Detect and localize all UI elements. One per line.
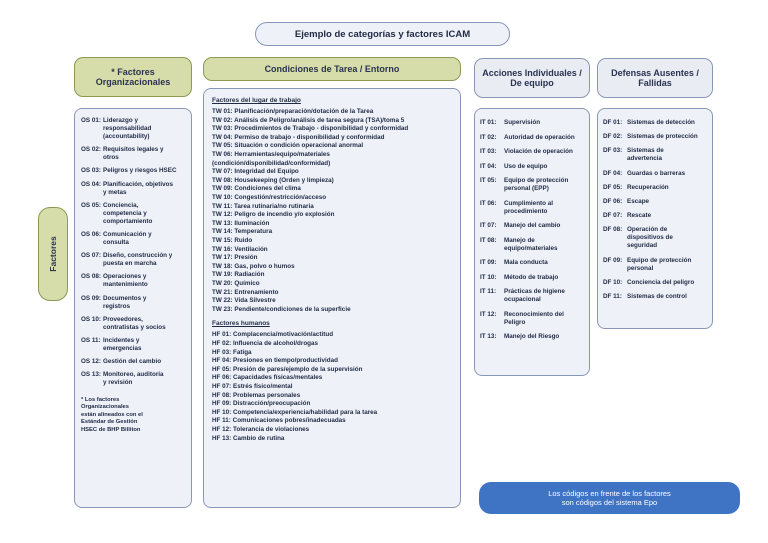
df-box	[597, 108, 713, 329]
it-item-text	[504, 177, 585, 193]
it-item-code: IT 05:	[480, 177, 497, 184]
df-item-line: Sistemas de control	[627, 293, 687, 300]
df-item-line: Conciencia del peligro	[627, 278, 695, 286]
os-item-line: registros	[103, 302, 130, 310]
os-item-text	[103, 167, 187, 175]
df-item-text	[627, 257, 708, 273]
os-item-text	[103, 295, 187, 311]
df-item	[603, 184, 708, 192]
os-item	[81, 295, 187, 311]
os-item	[81, 231, 187, 247]
tw-factor-line: TW 20: Químico	[212, 280, 260, 287]
df-item-line: advertencia	[627, 155, 663, 163]
os-item-code: OS 09:	[81, 294, 101, 302]
df-item-code: DF 07:	[603, 212, 623, 220]
it-item-code: IT 03:	[480, 148, 497, 155]
df-item-line: personal	[627, 264, 654, 272]
os-item	[81, 181, 187, 197]
it-item-line: Uso de equipo	[504, 162, 548, 170]
it-item	[480, 288, 585, 304]
df-item-code: DF 02:	[603, 133, 623, 141]
df-item	[603, 119, 708, 127]
it-item-line: equipo/materiales	[504, 244, 558, 252]
it-item-code: IT 01:	[480, 119, 497, 126]
it-item-text	[504, 163, 585, 171]
df-item-code: DF 01:	[603, 119, 623, 126]
df-item-code: DF 06:	[603, 198, 623, 205]
it-item-code: IT 10:	[480, 273, 497, 281]
it-item-line: Manejo de	[504, 236, 535, 244]
it-item-text	[504, 237, 585, 253]
it-item-text	[504, 222, 585, 230]
it-item-text	[504, 200, 585, 216]
it-item	[480, 134, 585, 142]
hf-factor-line: HF 06: Capacidades físicas/mentales	[212, 374, 323, 382]
it-item-code: IT 06:	[480, 199, 497, 207]
df-item-code: DF 05:	[603, 183, 623, 191]
it-item-code: IT 02:	[480, 133, 497, 141]
side-label-text: Factores	[48, 236, 58, 272]
it-item-code: IT 12:	[480, 310, 497, 318]
df-item-line: Operación de	[627, 226, 668, 234]
os-item-code: OS 03:	[81, 167, 101, 175]
hf-factor-line: HF 07: Estrés físico/mental	[212, 383, 293, 390]
os-item-line: Documentos y	[103, 294, 147, 302]
it-item-line: Reconocimiento del	[504, 310, 564, 318]
os-item-line: Gestión del cambio	[103, 358, 162, 366]
df-item-line: dispositivos de	[627, 234, 673, 242]
os-item	[81, 202, 187, 226]
it-item-line: personal (EPP)	[504, 185, 549, 192]
it-item-code: IT 11:	[480, 288, 497, 295]
os-item-line: Requisitos legales y	[103, 146, 164, 154]
df-item-line: Escape	[627, 198, 650, 205]
it-item-code: IT 09:	[480, 259, 497, 266]
tw-factor-line: TW 09: Condiciones del clima	[212, 185, 301, 193]
it-header-line-1: Acciones Individuales /	[482, 68, 582, 78]
os-footnote-line: Estándar de Gestión	[81, 419, 138, 426]
tw-factor-line: TW 12: Peligro de incendio y/o explosión	[212, 211, 335, 219]
os-item-line: Diseño, construcción y	[103, 252, 173, 260]
os-item-line: Conciencia,	[103, 201, 139, 209]
it-item-line: ocupacional	[504, 296, 541, 303]
os-item-code: OS 02:	[81, 146, 101, 154]
tw-section-human-title: Factores humanos	[212, 320, 270, 328]
it-item-line: Cumplimiento al	[504, 199, 553, 207]
df-item	[603, 170, 708, 178]
it-item-code: IT 08:	[480, 236, 497, 244]
os-item	[81, 146, 187, 162]
os-item-line: contratistas y socios	[103, 323, 166, 331]
os-item	[81, 252, 187, 268]
it-item	[480, 311, 585, 327]
os-item-code: OS 01:	[81, 117, 101, 124]
df-header-line-2: Fallidas	[638, 78, 672, 88]
hf-factor-line: HF 09: Distracción/preocupación	[212, 400, 311, 408]
os-item-code: OS 12:	[81, 358, 101, 366]
df-item-text	[627, 147, 708, 163]
it-item-line: Violación de operación	[504, 148, 573, 155]
it-item-line: Supervisión	[504, 119, 541, 126]
tw-factor-line: TW 08: Housekeeping (Orden y limpieza)	[212, 176, 334, 184]
df-item-code: DF 03:	[603, 147, 623, 155]
df-item-line: seguridad	[627, 242, 658, 250]
it-item-line: Prácticas de higiene	[504, 288, 565, 295]
it-item	[480, 237, 585, 253]
tw-header: Condiciones de Tarea / Entorno	[203, 57, 461, 81]
it-item-text	[504, 148, 585, 156]
it-header-line-2: De equipo	[510, 78, 554, 88]
it-item-line: procedimiento	[504, 207, 548, 215]
df-item-line: Guardas o barreras	[627, 169, 686, 177]
os-item	[81, 371, 187, 387]
df-item-line: Equipo de protección	[627, 256, 692, 264]
df-item-line: Sistemas de detección	[627, 119, 695, 126]
df-item-line: Recuperación	[627, 183, 669, 191]
df-item	[603, 257, 708, 273]
df-item-text	[627, 226, 708, 250]
os-item-line: mantenimiento	[103, 281, 148, 289]
os-item-line: emergencias	[103, 345, 142, 352]
df-item	[603, 212, 708, 220]
os-footnote-line: Organizacionales	[81, 404, 130, 411]
os-item-line: y metas	[103, 188, 127, 196]
os-item-code: OS 06:	[81, 231, 101, 238]
os-header-line-1: * Factores	[111, 67, 155, 77]
tw-factor-line: TW 04: Permiso de trabajo - disponibilidad y conformidad	[212, 133, 385, 141]
tw-box	[203, 88, 461, 508]
diagram-title: Ejemplo de categorías y factores ICAM	[255, 22, 510, 46]
os-item-line: Peligros y riesgos HSEC	[103, 167, 177, 175]
os-item	[81, 167, 187, 175]
os-item-code: OS 08:	[81, 273, 101, 281]
df-item-line: Sistemas de	[627, 147, 664, 155]
it-item-code: IT 04:	[480, 162, 497, 170]
df-header-line-1: Defensas Ausentes /	[611, 68, 699, 78]
tw-factor-line: TW 02: Análisis de Peligro/análisis de tarea segura (TSA)/toma 5	[212, 116, 405, 124]
os-item	[81, 273, 187, 289]
tw-factor-line: TW 22: Vida Silvestre	[212, 297, 276, 305]
tw-factor-line: TW 13: Iluminación	[212, 219, 270, 227]
os-item-line: Comunicación y	[103, 231, 152, 238]
df-item-text	[627, 184, 708, 192]
df-item	[603, 226, 708, 250]
df-item-text	[627, 119, 708, 127]
it-item-line: Peligro	[504, 318, 526, 326]
os-item	[81, 337, 187, 353]
os-item-line: Planificación, objetivos	[103, 180, 173, 188]
tw-factor-line: TW 11: Tarea rutinaria/no rutinaria	[212, 202, 314, 210]
os-item-code: OS 10:	[81, 315, 101, 323]
it-item-line: Autoridad de operación	[504, 133, 575, 141]
os-item-code: OS 04:	[81, 180, 101, 188]
it-item-line: Equipo de protección	[504, 177, 569, 184]
df-item	[603, 198, 708, 206]
os-item-line: consulta	[103, 239, 129, 246]
os-item-code: OS 07:	[81, 252, 101, 260]
os-item-line: puesta en marcha	[103, 260, 157, 268]
df-item-text	[627, 170, 708, 178]
tw-factor-line: TW 18: Gas, polvo o humos	[212, 262, 295, 270]
os-item-code: OS 11:	[81, 337, 101, 344]
hf-factor-line: HF 01: Complacencia/motivación/actitud	[212, 331, 334, 339]
it-item-code: IT 13:	[480, 333, 497, 340]
tw-factor-line: TW 23: Pendiente/condiciones de la superficie	[212, 305, 351, 313]
it-item-text	[504, 134, 585, 142]
os-item-line: competencia y	[103, 209, 147, 217]
it-item	[480, 200, 585, 216]
hf-factor-line: HF 12: Tolerancia de violaciones	[212, 426, 310, 433]
os-box	[74, 108, 192, 508]
footer-line-2: son códigos del sistema Epo	[561, 498, 658, 507]
os-item-text	[103, 231, 187, 247]
df-item-line: Rescate	[627, 212, 652, 220]
tw-factor-line: TW 03: Procedimientos de Trabajo - disponibilidad y conformidad	[212, 125, 409, 133]
os-item-text	[103, 358, 187, 366]
os-item-line: comportamiento	[103, 217, 153, 225]
it-item-text	[504, 119, 585, 127]
it-item-line: Manejo del cambio	[504, 222, 561, 229]
os-item-text	[103, 117, 187, 141]
tw-factor-line: TW 16: Ventilación	[212, 245, 268, 253]
os-item-text	[103, 337, 187, 353]
tw-factor-line: TW 10: Congestión/restricción/acceso	[212, 194, 327, 201]
os-item	[81, 316, 187, 332]
df-item-code: DF 10:	[603, 278, 623, 286]
tw-factor-line: (condición/disponibilidad/conformidad)	[212, 159, 331, 167]
os-item-line: y revisión	[103, 379, 133, 387]
tw-section-workplace-title: Factores del lugar de trabajo	[212, 97, 301, 104]
os-item-text	[103, 181, 187, 197]
it-item	[480, 333, 585, 341]
factores-side-label	[38, 207, 68, 301]
footer-note	[479, 482, 740, 514]
df-item-text	[627, 293, 708, 301]
it-item	[480, 177, 585, 193]
hf-factor-line: HF 05: Presión de pares/ejemplo de la supervisión	[212, 365, 363, 373]
tw-factor-line: TW 14: Temperatura	[212, 228, 273, 236]
os-footnote-line: * Los factores	[81, 396, 120, 403]
it-item	[480, 163, 585, 171]
tw-factor-line: TW 19: Radiación	[212, 271, 265, 279]
df-item-text	[627, 133, 708, 141]
os-item-line: Incidentes y	[103, 337, 140, 344]
it-item-code: IT 07:	[480, 222, 497, 229]
tw-factor-line: TW 06: Herramientas/equipo/materiales	[212, 151, 330, 158]
os-item-line: Operaciones y	[103, 273, 147, 281]
os-item	[81, 358, 187, 366]
it-item	[480, 148, 585, 156]
os-footnote-line: HSEC de BHP Billiton	[81, 426, 141, 433]
it-item-text	[504, 259, 585, 267]
tw-factor-line: TW 07: Integridad del Equipo	[212, 168, 299, 176]
os-item-line: Monitoreo, auditoría	[103, 371, 164, 379]
tw-factor-line: TW 05: Situación o condición operacional anormal	[212, 142, 364, 150]
it-box	[474, 108, 590, 376]
os-item-text	[103, 316, 187, 332]
os-item	[81, 117, 187, 141]
it-item-line: Manejo del Riesgo	[504, 333, 560, 340]
os-item-code: OS 13:	[81, 371, 101, 379]
os-item-text	[103, 371, 187, 387]
df-item-line: Sistemas de protección	[627, 133, 698, 141]
tw-factor-line: TW 15: Ruido	[212, 237, 253, 244]
hf-factor-line: HF 08: Problemas personales	[212, 391, 301, 399]
os-footnote	[81, 397, 187, 435]
df-header	[597, 58, 713, 98]
os-header-line-2: Organizacionales	[95, 77, 171, 87]
os-footnote-line: están alineados con el	[81, 411, 143, 418]
hf-factor-line: HF 02: Influencia de alcohol/drogas	[212, 340, 319, 347]
tw-factor-line: TW 01: Planificación/preparación/dotación de la Tarea	[212, 108, 374, 115]
df-item	[603, 293, 708, 301]
df-item-text	[627, 198, 708, 206]
hf-factor-line: HF 11: Comunicaciones pobres/inadecuadas	[212, 417, 346, 425]
footer-line-1: Los códigos en frente de los factores	[548, 489, 671, 498]
df-item-code: DF 11:	[603, 293, 622, 300]
it-item-text	[504, 288, 585, 304]
df-item-code: DF 08:	[603, 226, 623, 234]
os-item-line: Proveedores,	[103, 315, 143, 323]
df-item-text	[627, 279, 708, 287]
df-item-text	[627, 212, 708, 220]
os-item-line: Liderazgo y	[103, 117, 138, 124]
it-item-text	[504, 333, 585, 341]
tw-factor-line: TW 17: Presión	[212, 254, 258, 262]
hf-factor-line: HF 04: Presiones en tiempo/productividad	[212, 357, 338, 365]
os-item-text	[103, 252, 187, 268]
it-item-text	[504, 311, 585, 327]
os-item-text	[103, 273, 187, 289]
df-item	[603, 133, 708, 141]
os-item-line: responsabilidad	[103, 125, 152, 132]
df-item-code: DF 09:	[603, 256, 623, 264]
df-item	[603, 147, 708, 163]
os-item-text	[103, 146, 187, 162]
os-item-line: (accountability)	[103, 133, 150, 140]
os-item-line: otros	[103, 154, 119, 162]
df-item-code: DF 04:	[603, 169, 623, 177]
df-item	[603, 279, 708, 287]
it-header	[474, 58, 590, 98]
it-item	[480, 222, 585, 230]
it-item-line: Método de trabajo	[504, 273, 559, 281]
os-item-text	[103, 202, 187, 226]
hf-factor-line: HF 13: Cambio de rutina	[212, 434, 285, 442]
tw-factor-line: TW 21: Entrenamiento	[212, 288, 279, 296]
it-item	[480, 259, 585, 267]
hf-factor-line: HF 03: Fatiga	[212, 348, 252, 356]
os-header	[74, 57, 192, 97]
it-item-line: Mala conducta	[504, 259, 548, 266]
it-item	[480, 119, 585, 127]
hf-factor-line: HF 10: Competencia/experiencia/habilidad para la tarea	[212, 408, 378, 416]
it-item	[480, 274, 585, 282]
it-item-text	[504, 274, 585, 282]
os-item-code: OS 05:	[81, 201, 101, 209]
